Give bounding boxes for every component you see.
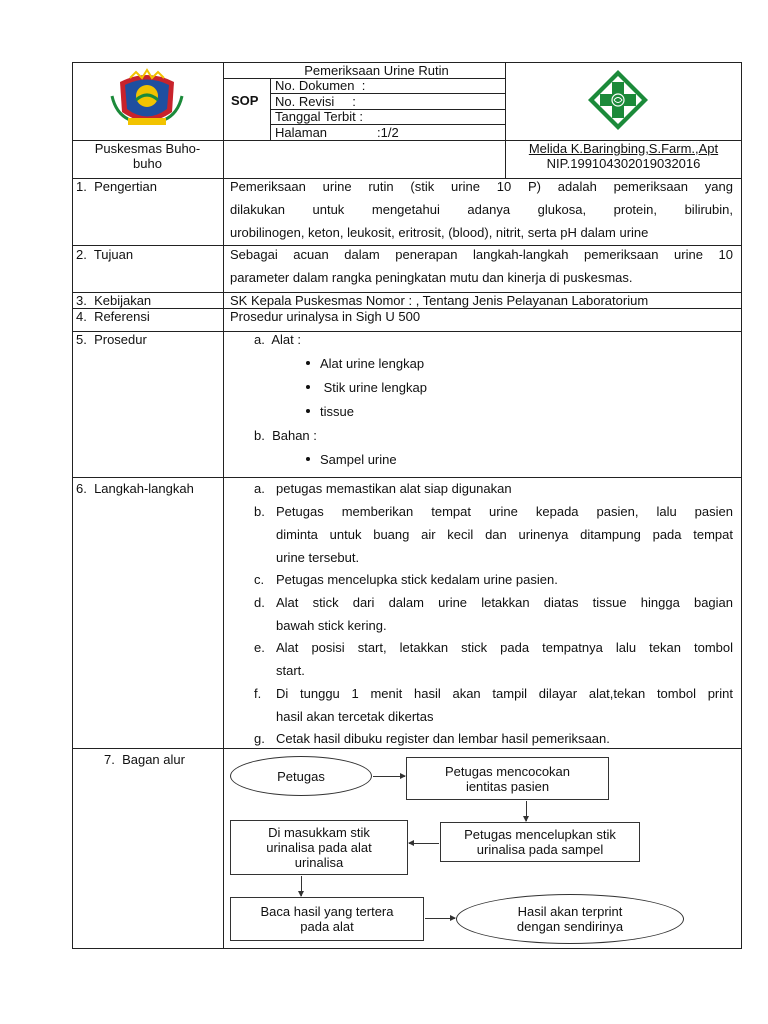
sop-title: Pemeriksaan Urine Rutin — [304, 63, 449, 78]
step-line: Di tunggu 1 menit hasil akan tampil dilayar alat,tekan tombol print — [276, 686, 733, 701]
step-line: diminta untuk buang air kecil dan urinenya ditampung pada tempat — [276, 527, 733, 542]
step-letter: e. — [254, 640, 265, 655]
step-letter: d. — [254, 595, 265, 610]
bahan-item-1: Sampel urine — [320, 452, 397, 467]
step-line: hasil akan tercetak dikertas — [276, 709, 434, 724]
halaman-value: :1/2 — [377, 125, 399, 140]
flow-arrow-down — [526, 801, 527, 821]
pengertian-line-1: Pemeriksaan urine rutin (stik urine 10 P) adalah pemeriksaan yang — [230, 179, 733, 194]
pengertian-label: 1. Pengertian — [76, 179, 157, 194]
no-dokumen: No. Dokumen : — [275, 78, 366, 93]
bullet-icon — [306, 457, 310, 461]
signatory-name: Melida K.Baringbing,S.Farm.,Apt — [528, 141, 719, 156]
flow-node-baca: Baca hasil yang tertera pada alat — [230, 897, 424, 941]
tujuan-line-1: Sebagai acuan dalam penerapan langkah-langkah pemeriksaan urine 10 — [230, 247, 733, 262]
step-letter: a. — [254, 481, 265, 496]
kebijakan-text: SK Kepala Puskesmas Nomor : , Tentang Jenis Pelayanan Laboratorium — [230, 293, 649, 308]
step-line: start. — [276, 663, 305, 678]
step-line: Alat posisi start, letakkan stick pada tempatnya lalu tekan tombol — [276, 640, 733, 655]
alat-label: a. Alat : — [254, 332, 301, 347]
bahan-label: b. Bahan : — [254, 428, 317, 443]
sop-label: SOP — [231, 93, 259, 108]
step-line: Cetak hasil dibuku register dan lembar hasil pemeriksaan. — [276, 731, 610, 746]
signatory-nip: NIP.199104302019032016 — [546, 156, 701, 171]
no-revisi: No. Revisi : — [275, 94, 356, 109]
step-letter: g. — [254, 731, 265, 746]
flow-node-mencelupkan: Petugas mencelupkan stik urinalisa pada sampel — [440, 822, 640, 862]
tujuan-label: 2. Tujuan — [76, 247, 134, 262]
kebijakan-label: 3. Kebijakan — [76, 293, 152, 308]
puskesmas-name-line1: Puskesmas Buho- — [94, 141, 201, 156]
referensi-text: Prosedur urinalysa in Sigh U 500 — [230, 309, 421, 324]
flow-node-hasil: Hasil akan terprint dengan sendirinya — [456, 894, 684, 944]
bullet-icon — [306, 361, 310, 365]
alat-item-2: Stik urine lengkap — [320, 380, 427, 395]
step-line: bawah stick kering. — [276, 618, 387, 633]
puskesmas-name-line2: buho — [133, 156, 162, 171]
langkah-label: 6. Langkah-langkah — [76, 481, 194, 496]
alat-item-1: Alat urine lengkap — [320, 356, 425, 371]
flow-arrow-down — [301, 876, 302, 896]
flow-node-dimasukkan: Di masukkam stik urinalisa pada alat urinalisa — [230, 820, 408, 875]
step-line: Petugas mencelupka stick kedalam urine pasien. — [276, 572, 558, 587]
bagan-label: 7. Bagan alur — [104, 752, 185, 767]
bullet-icon — [306, 409, 310, 413]
step-line: urine tersebut. — [276, 550, 360, 565]
flow-arrow-right — [373, 776, 405, 777]
step-letter: c. — [254, 572, 265, 587]
regional-logo — [106, 66, 188, 136]
halaman-label: Halaman — [275, 125, 328, 140]
bullet-icon — [306, 385, 310, 389]
flow-node-mencocokan: Petugas mencocokan ientitas pasien — [406, 757, 609, 800]
step-line: petugas memastikan alat siap digunakan — [276, 481, 512, 496]
flow-arrow-left — [409, 843, 439, 844]
referensi-label: 4. Referensi — [76, 309, 150, 324]
pengertian-line-3: urobilinogen, keton, leukosit, eritrosit, (blood), nitrit, serta pH dalam urine — [230, 225, 649, 240]
pengertian-line-2: dilakukan untuk mengetahui adanya glukosa, protein, bilirubin, — [230, 202, 733, 217]
puskesmas-logo — [586, 68, 650, 132]
flow-node-petugas: Petugas — [230, 756, 372, 796]
flow-arrow-right — [425, 918, 455, 919]
tanggal-terbit: Tanggal Terbit : — [275, 109, 363, 124]
prosedur-label: 5. Prosedur — [76, 332, 147, 347]
step-line: Alat stick dari dalam urine letakkan diatas tissue hingga bagian — [276, 595, 733, 610]
step-letter: b. — [254, 504, 265, 519]
step-line: Petugas memberikan tempat urine kepada pasien, lalu pasien — [276, 504, 733, 519]
step-letter: f. — [254, 686, 262, 701]
tujuan-line-2: parameter dalam rangka peningkatan mutu dan kinerja di puskesmas. — [230, 270, 633, 285]
alat-item-3: tissue — [320, 404, 354, 419]
